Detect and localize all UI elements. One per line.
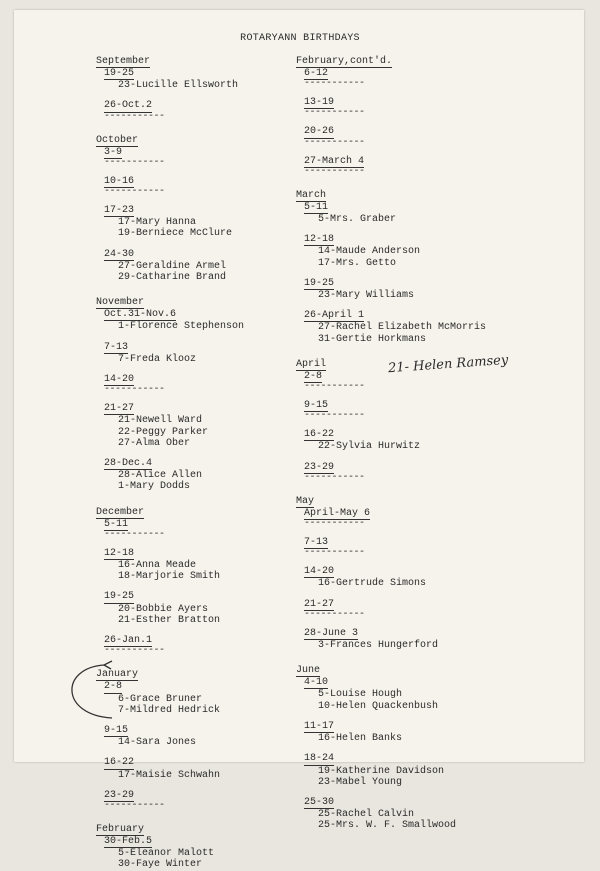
week-label: 7-13 [304, 537, 329, 549]
birthday-entry: 29-Catharine Brand [118, 272, 227, 284]
week-label: 2-8 [104, 681, 123, 693]
birthday-entry: 17-Mrs. Getto [318, 257, 397, 269]
week-label: 28-Dec.4 [104, 458, 153, 470]
empty-week-dashes: ----------- [304, 608, 365, 620]
empty-week-dashes: ----------- [104, 384, 165, 396]
week-label: 26-April 1 [304, 310, 365, 322]
birthday-entry: 14-Sara Jones [118, 737, 197, 749]
birthday-entry: 27-Geraldine Armel [118, 260, 227, 272]
birthday-entry: 16-Gertrude Simons [318, 578, 427, 590]
birthday-entry: 19-Berniece McClure [118, 228, 233, 240]
empty-week-dashes: ----------- [304, 165, 365, 177]
week-label: 6-12 [304, 68, 329, 79]
week-range [304, 797, 546, 809]
page-title: ROTARYANN BIRTHDAYS [240, 33, 360, 44]
week-label: 28-June 3 [304, 627, 359, 639]
empty-week-dashes: ----------- [304, 107, 365, 119]
month-label: June [296, 665, 321, 677]
empty-week-dashes: ----------- [104, 645, 165, 657]
birthday-entry: 7-Freda Klooz [118, 353, 197, 365]
week-label: 26-Jan.1 [104, 635, 153, 647]
month-label: December [96, 506, 145, 518]
week-label: 16-22 [304, 429, 335, 441]
week-label: Oct.31-Nov.6 [104, 309, 177, 321]
week-label: 7-13 [104, 341, 129, 353]
week-label: 24-30 [104, 248, 135, 260]
empty-week-dashes: ----------- [104, 186, 165, 198]
empty-week-dashes: ----------- [304, 518, 365, 530]
birthday-entry: 10-Helen Quackenbush [318, 700, 439, 712]
week-label: 23-29 [104, 789, 135, 801]
week-label: April-May 6 [304, 507, 371, 519]
birthday-entry: 17-Mary Hanna [118, 217, 197, 229]
birthday-entry: 23-Mabel Young [318, 776, 403, 788]
week-label: 5-11 [104, 518, 129, 530]
week-label: 5-11 [304, 201, 329, 213]
birthday-entry: 1-Mary Dodds [118, 481, 191, 493]
week-label: 13-19 [304, 97, 335, 109]
birthday-entry: 3-Frances Hungerford [318, 640, 439, 652]
birthday-entry: 5-Mrs. Graber [318, 214, 397, 226]
week-label: 9-15 [104, 724, 129, 736]
week-label: 19-25 [304, 277, 335, 289]
birthday-entry: 16-Helen Banks [318, 733, 403, 745]
birthday-entry: 18-Marjorie Smith [118, 571, 221, 583]
birthday-entry: 6-Grace Bruner [118, 693, 203, 705]
birthday-entry: 5-Louise Hough [318, 689, 403, 701]
week-label: 30-Feb.5 [104, 835, 153, 847]
month-label: January [96, 669, 139, 681]
birthday-entry: 28-Alice Allen [118, 470, 203, 482]
empty-week-dashes: ----------- [304, 381, 365, 393]
week-label: 21-27 [304, 598, 335, 610]
week-label: 27-March 4 [304, 155, 365, 167]
birthday-entry: 30-Faye Winter [118, 859, 203, 871]
week-range [104, 836, 346, 848]
month-label: September [96, 56, 151, 67]
week-label: 11-17 [304, 720, 335, 732]
week-label: 20-26 [304, 126, 335, 138]
birthday-entry: 27-Alma Ober [118, 437, 191, 449]
birthday-entry: 25-Rachel Calvin [318, 809, 415, 821]
birthday-entry: 7-Mildred Hedrick [118, 704, 221, 716]
week-label: 17-23 [104, 205, 135, 217]
birthday-entry: 21-Newell Ward [118, 415, 203, 427]
week-gap [296, 788, 546, 797]
birthday-entry: 16-Anna Meade [118, 560, 197, 572]
birthday-entry: 5-Eleanor Malott [118, 848, 215, 860]
empty-week-dashes: ----------- [304, 471, 365, 483]
birthday-entry: 31-Gertie Horkmans [318, 333, 427, 345]
empty-week-dashes: ----------- [304, 547, 365, 559]
birthday-entry: 14-Maude Anderson [318, 246, 421, 258]
empty-week-dashes: ----------- [104, 156, 165, 168]
handwritten-note: 21- Helen Ramsey [387, 352, 509, 377]
birthday-entry: 27-Rachel Elizabeth McMorris [318, 322, 487, 334]
week-label: 12-18 [304, 234, 335, 246]
birthday-entry: 19-Katherine Davidson [318, 765, 445, 777]
empty-week-dashes: ----------- [104, 110, 165, 122]
week-label: 4-10 [304, 677, 329, 689]
month-label: May [296, 495, 315, 507]
empty-week-dashes: ----------- [304, 136, 365, 148]
week-label: 3-9 [104, 146, 123, 158]
week-label: 26-Oct.2 [104, 100, 153, 112]
week-label: 9-15 [304, 400, 329, 412]
month-label: April [296, 358, 327, 370]
week-label: 16-22 [104, 757, 135, 769]
week-label: 14-20 [304, 566, 335, 578]
birthday-entry: 21-Esther Bratton [118, 614, 221, 626]
birthday-entry: 22-Sylvia Hurwitz [318, 441, 421, 453]
week-label: 12-18 [104, 547, 135, 559]
birthday-entry: 1-Florence Stephenson [118, 321, 245, 333]
month-label: November [96, 297, 145, 309]
birthday-entry: 20-Bobbie Ayers [118, 603, 209, 615]
birthday-entry: 23-Lucille Ellsworth [118, 80, 239, 92]
week-label: 14-20 [104, 374, 135, 386]
empty-week-dashes: ----------- [304, 410, 365, 422]
birthday-entry: 23-Mary Williams [318, 290, 415, 302]
birthday-entry: 25-Mrs. W. F. Smallwood [318, 820, 457, 832]
month-label: February [96, 823, 145, 835]
week-label: 19-25 [104, 68, 135, 79]
week-label: 23-29 [304, 461, 335, 473]
week-label: 10-16 [104, 175, 135, 187]
week-label: 19-25 [104, 591, 135, 603]
birthday-entry: 22-Peggy Parker [118, 426, 209, 438]
week-label: 18-24 [304, 753, 335, 765]
week-label: 21-27 [104, 403, 135, 415]
month-label: March [296, 189, 327, 201]
week-label: 2-8 [304, 370, 323, 382]
month-label: October [96, 134, 139, 146]
week-label: 25-30 [304, 796, 335, 808]
empty-week-dashes: ----------- [104, 799, 165, 811]
month-label: February,cont'd. [296, 56, 393, 67]
empty-week-dashes: ----------- [304, 78, 365, 90]
empty-week-dashes: ----------- [104, 528, 165, 540]
birthday-entry: 17-Maisie Schwahn [118, 769, 221, 781]
